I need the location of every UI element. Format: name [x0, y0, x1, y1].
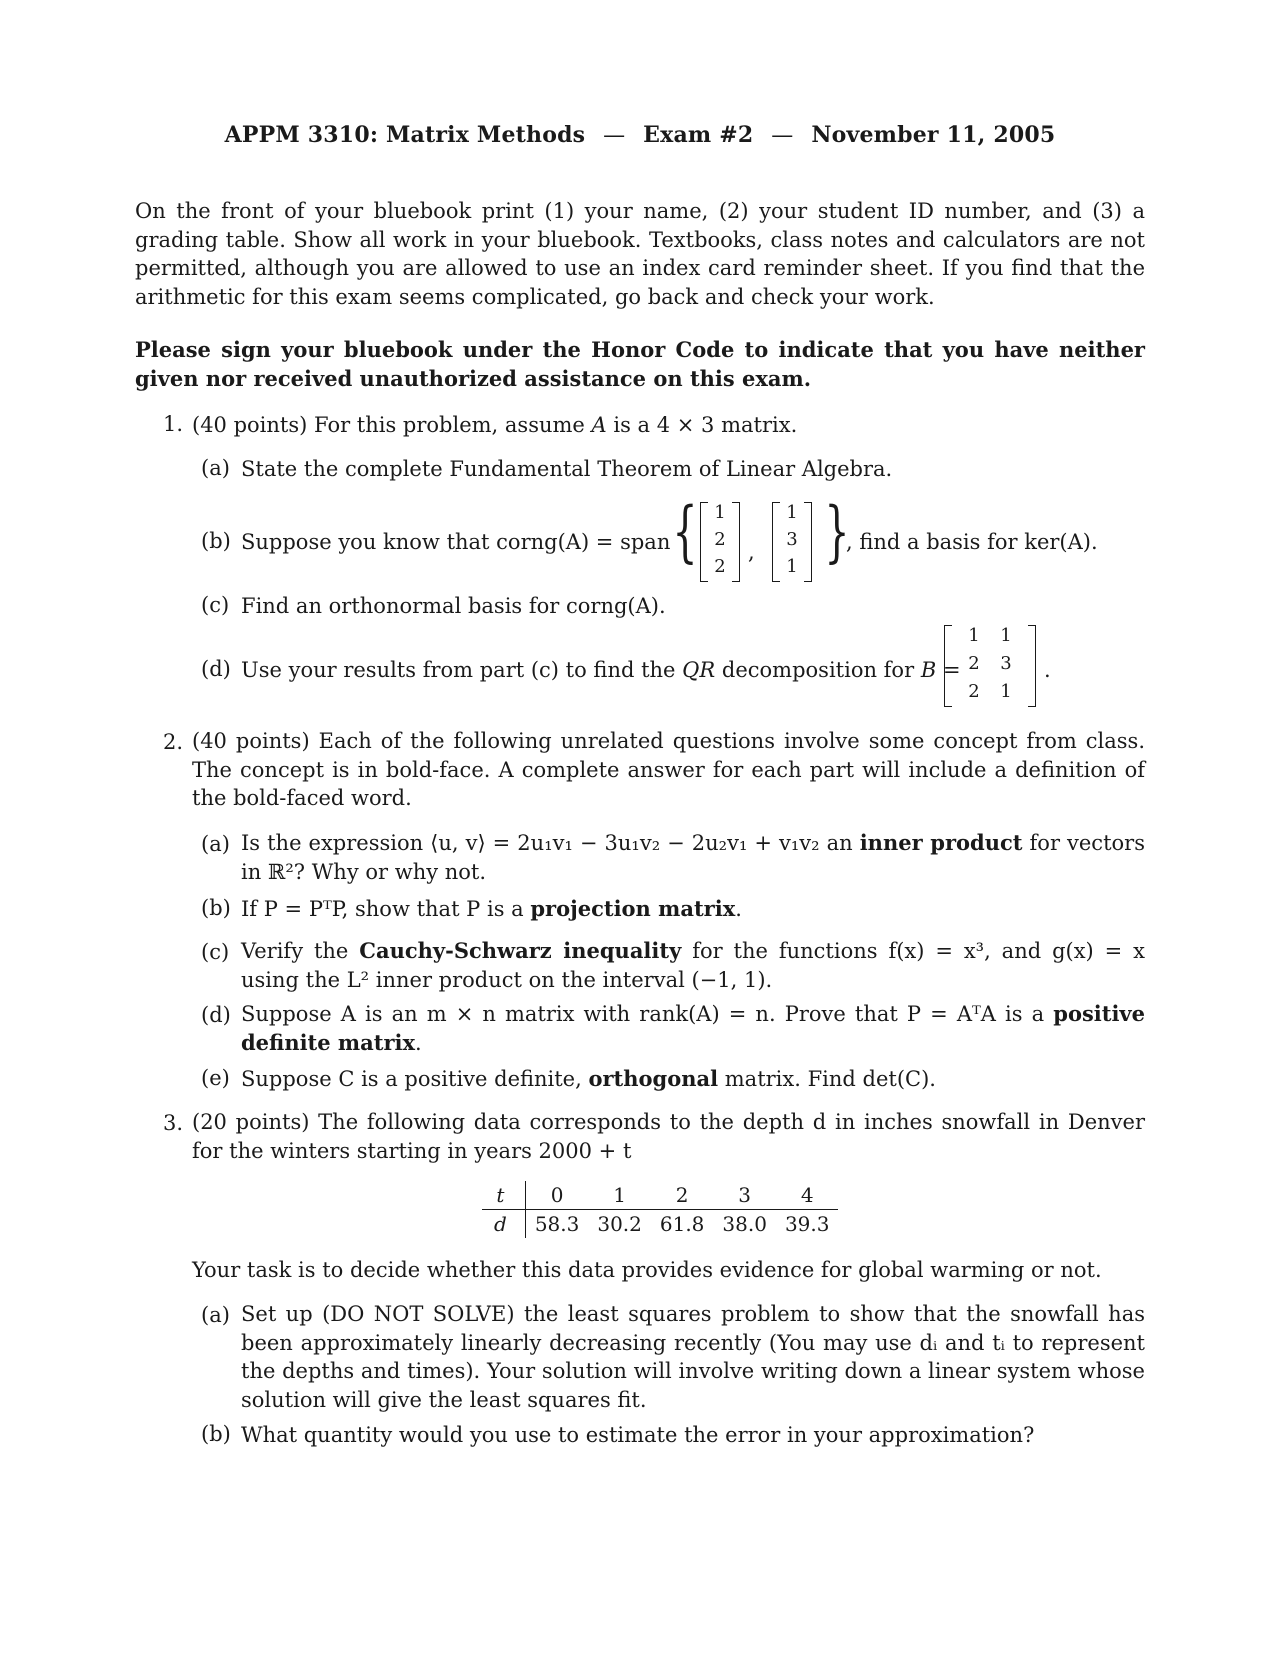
part-2e-text-pre: Suppose C is a positive definite,	[241, 1067, 582, 1091]
problem-1-variable: A	[591, 413, 607, 437]
part-2e-text	[241, 1065, 936, 1093]
problem-1-stem	[192, 411, 797, 439]
part-2b-text-post: .	[735, 897, 742, 921]
instructions-paragraph: On the front of your bluebook print (1) your name, (2) your student ID number, and (3) a grading table. Show all work in your bluebook. Textbooks, class notes and calculators are not permitted, although you are allowed to use an index card reminder sheet. If you find that the arithmetic for this exam seems complicated, go back and check your work.	[135, 199, 1145, 309]
problem-1-stem-text: is a 4 × 3 matrix.	[613, 413, 798, 437]
part-1c-label: (c)	[201, 593, 230, 617]
part-1d-label: (d)	[201, 657, 231, 681]
keyword-orthogonal: orthogonal	[588, 1066, 719, 1091]
course-name: APPM 3310: Matrix Methods	[224, 122, 586, 148]
part-2e-text-post: matrix. Find det(C).	[724, 1067, 936, 1091]
table-cell: 2	[651, 1181, 714, 1210]
part-1d-text	[241, 656, 961, 684]
table-cell: 30.2	[597, 1212, 642, 1236]
bracket-left	[700, 502, 708, 582]
table-row	[482, 1210, 838, 1239]
exam-title	[0, 122, 1280, 148]
qr-term: QR	[682, 658, 716, 682]
part-2d-label: (d)	[201, 1003, 231, 1027]
bracket-left	[944, 625, 952, 707]
vector-entry: 2	[714, 556, 726, 577]
part-3a-text: Set up (DO NOT SOLVE) the least squares problem to show that the snowfall has been approximately linearly decreasing recently (You may use dᵢ and tᵢ to represent the depths and times). Your solution will involve writing down a linear system whose solution will give the least squares fit.	[241, 1302, 1145, 1412]
part-2d-text-post: .	[415, 1030, 422, 1055]
snowfall-data-table	[482, 1181, 838, 1238]
vector-entry: 1	[786, 502, 798, 523]
table-cell: 1	[588, 1181, 651, 1210]
table-cell: 0	[525, 1181, 588, 1210]
title-separator: —	[771, 123, 794, 148]
keyword-cauchy-schwarz: Cauchy-Schwarz inequality	[359, 938, 682, 963]
problem-3-number: 3.	[163, 1111, 184, 1135]
left-brace: {	[672, 493, 698, 570]
part-1c-text: Find an orthonormal basis for corng(A).	[241, 594, 666, 618]
part-2c-text	[241, 937, 1145, 994]
vector-entry: 2	[714, 529, 726, 550]
table-cell: 4	[776, 1181, 839, 1210]
table-cell: 3	[713, 1181, 776, 1210]
part-3b-label: (b)	[201, 1422, 231, 1446]
matrix-entry: 3	[1000, 653, 1012, 674]
part-1d-text-pre: Use your results from part (c) to find the	[241, 658, 676, 682]
table-cell: 61.8	[659, 1212, 705, 1236]
problem-1-stem-text: For this problem, assume	[314, 413, 585, 437]
honor-code-statement: Please sign your bluebook under the Honor Code to indicate that you have neither given nor received unauthorized assistance on this exam.	[135, 337, 1145, 391]
part-2a-text-post: for vectors in ℝ²? Why or why not.	[241, 831, 1145, 884]
part-3a-label: (a)	[201, 1303, 230, 1327]
part-2c-label: (c)	[201, 940, 230, 964]
period: .	[1044, 658, 1051, 682]
problem-2-stem: (40 points) Each of the following unrelated questions involve some concept from class. The concept is in bold-face. A complete answer for each part will include a definition of the bold-faced word.	[192, 729, 1145, 810]
part-2b-label: (b)	[201, 896, 231, 920]
table-row	[482, 1181, 838, 1210]
part-1b-label: (b)	[201, 529, 231, 553]
matrix-entry: 2	[968, 681, 980, 702]
vector-entry: 3	[786, 529, 798, 550]
part-2a-text-pre: Is the expression ⟨u, v⟩ = 2u₁v₁ − 3u₁v₂ − 2u₂v₁ + v₁v₂ an	[241, 831, 853, 855]
part-1a-label: (a)	[201, 456, 230, 480]
matrix-b-variable: B	[920, 658, 937, 682]
right-brace: }	[824, 493, 850, 570]
keyword-inner-product: inner product	[859, 830, 1023, 855]
matrix-entry: 1	[1000, 625, 1012, 646]
exam-date: November 11, 2005	[811, 122, 1056, 148]
part-2e-label: (e)	[201, 1066, 230, 1090]
part-3b-text: What quantity would you use to estimate the error in your approximation?	[241, 1423, 1035, 1447]
problem-2-number: 2.	[163, 730, 184, 754]
bracket-right	[804, 502, 812, 582]
part-2d-text-pre: Suppose A is an m × n matrix with rank(A) = n. Prove that P = AᵀA is a	[241, 1002, 1045, 1026]
part-1a-text: State the complete Fundamental Theorem of Linear Algebra.	[241, 457, 893, 481]
bracket-left	[772, 502, 780, 582]
keyword-projection-matrix: projection matrix	[530, 896, 736, 921]
vector-entry: 1	[714, 502, 726, 523]
matrix-entry: 1	[1000, 681, 1012, 702]
problem-1-points: (40 points)	[192, 413, 308, 437]
exam-number: Exam #2	[643, 122, 754, 148]
part-2b-text	[241, 895, 742, 923]
row-label-d: d	[482, 1210, 525, 1239]
row-label-t: t	[482, 1181, 525, 1210]
equals-sign: =	[942, 658, 961, 682]
title-separator: —	[603, 123, 626, 148]
part-2d-text	[241, 1000, 1145, 1057]
keyword-positive-definite: positive definite matrix	[241, 1001, 1145, 1055]
problem-3-stem: (20 points) The following data corresponds to the depth d in inches snowfall in Denver for the winters starting in years 2000 + t	[192, 1110, 1145, 1163]
bracket-right	[732, 502, 740, 582]
part-2a-label: (a)	[201, 832, 230, 856]
span-vector-2	[772, 502, 812, 582]
part-2b-text-pre: If P = PᵀP, show that P is a	[241, 897, 524, 921]
matrix-entry: 1	[968, 625, 980, 646]
part-1b-text: Suppose you know that corng(A) = span	[241, 530, 671, 554]
part-1b-text-end: , find a basis for ker(A).	[846, 530, 1098, 554]
matrix-b	[944, 625, 1036, 707]
part-2c-text-pre: Verify the	[241, 939, 349, 963]
table-cell: 58.3	[534, 1212, 580, 1236]
problem-3-task: Your task is to decide whether this data provides evidence for global warming or not.	[192, 1258, 1102, 1282]
matrix-entry: 2	[968, 653, 980, 674]
part-2a-text	[241, 829, 1145, 886]
bracket-right	[1028, 625, 1036, 707]
span-vector-1	[700, 502, 740, 582]
part-1d-text-mid: decomposition for	[721, 658, 915, 682]
vector-comma: ,	[748, 540, 755, 564]
part-2c-text-post: for the functions f(x) = x³, and g(x) = x using the L² inner product on the interval (−1, 1).	[241, 939, 1145, 992]
table-cell: 38.0	[722, 1212, 767, 1236]
problem-1-number: 1.	[163, 412, 184, 436]
vector-entry: 1	[786, 556, 798, 577]
table-cell: 39.3	[784, 1212, 830, 1236]
